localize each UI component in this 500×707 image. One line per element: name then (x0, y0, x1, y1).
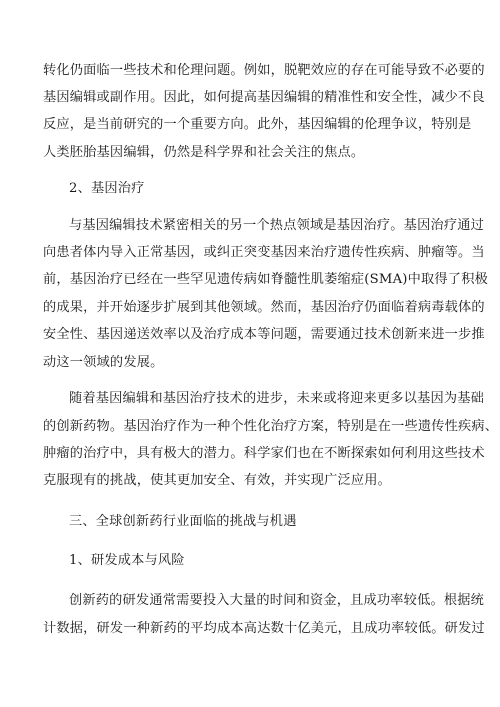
paragraph-1-line-3: 反应，是当前研究的一个重要方向。此外，基因编辑的伦理争议，特别是 (43, 117, 472, 132)
paragraph-1-line-2: 基因编辑或副作用。因此，如何提高基因编辑的精准性和安全性，减少不良 (43, 90, 485, 105)
paragraph-2-line-4: 的成果，并开始逐步扩展到其他领域。然而，基因治疗仍面临着病毒载体的 (43, 300, 485, 315)
paragraph-2-line-3: 前，基因治疗已经在一些罕见遗传病如脊髓性肌萎缩症(SMA)中取得了积极 (43, 272, 488, 287)
paragraph-4-line-2: 计数据，研发一种新药的平均成本高达数十亿美元，且成功率较低。研发过 (43, 621, 485, 636)
paragraph-2-line-6: 动这一领域的发展。 (43, 355, 164, 370)
paragraph-4-line-1: 创新药的研发通常需要投入大量的时间和资金，且成功率较低。根据统 (69, 593, 485, 608)
paragraph-3-line-4: 克服现有的挑战，使其更加安全、有效，并实现广泛应用。 (43, 473, 392, 488)
paragraph-1-line-4: 人类胚胎基因编辑，仍然是科学界和社会关注的焦点。 (43, 145, 365, 160)
paragraph-3-line-2: 的创新药物。基因治疗作为一种个性化治疗方案，特别是在一些遗传性疾病、 (43, 419, 499, 434)
heading-gene-therapy: 2、基因治疗 (69, 181, 145, 196)
paragraph-2-line-5: 安全性、基因递送效率以及治疗成本等问题，需要通过技术创新来进一步推 (43, 327, 485, 342)
paragraph-3-line-3: 肿瘤的治疗中，具有极大的潜力。科学家们也在不断探索如何利用这些技术 (43, 446, 485, 461)
paragraph-3-line-1: 随着基因编辑和基因治疗技术的进步，未来或将迎来更多以基因为基础 (69, 391, 485, 406)
paragraph-2-line-1: 与基因编辑技术紧密相关的另一个热点领域是基因治疗。基因治疗通过 (69, 218, 485, 233)
paragraph-2-line-2: 向患者体内导入正常基因，或纠正突变基因来治疗遗传性疾病、肿瘤等。当 (43, 245, 485, 260)
paragraph-1-line-1: 转化仍面临一些技术和伦理问题。例如，脱靶效应的存在可能导致不必要的 (43, 63, 485, 78)
heading-section-3: 三、全球创新药行业面临的挑战与机遇 (69, 514, 297, 529)
heading-rd-cost: 1、研发成本与风险 (69, 553, 185, 568)
